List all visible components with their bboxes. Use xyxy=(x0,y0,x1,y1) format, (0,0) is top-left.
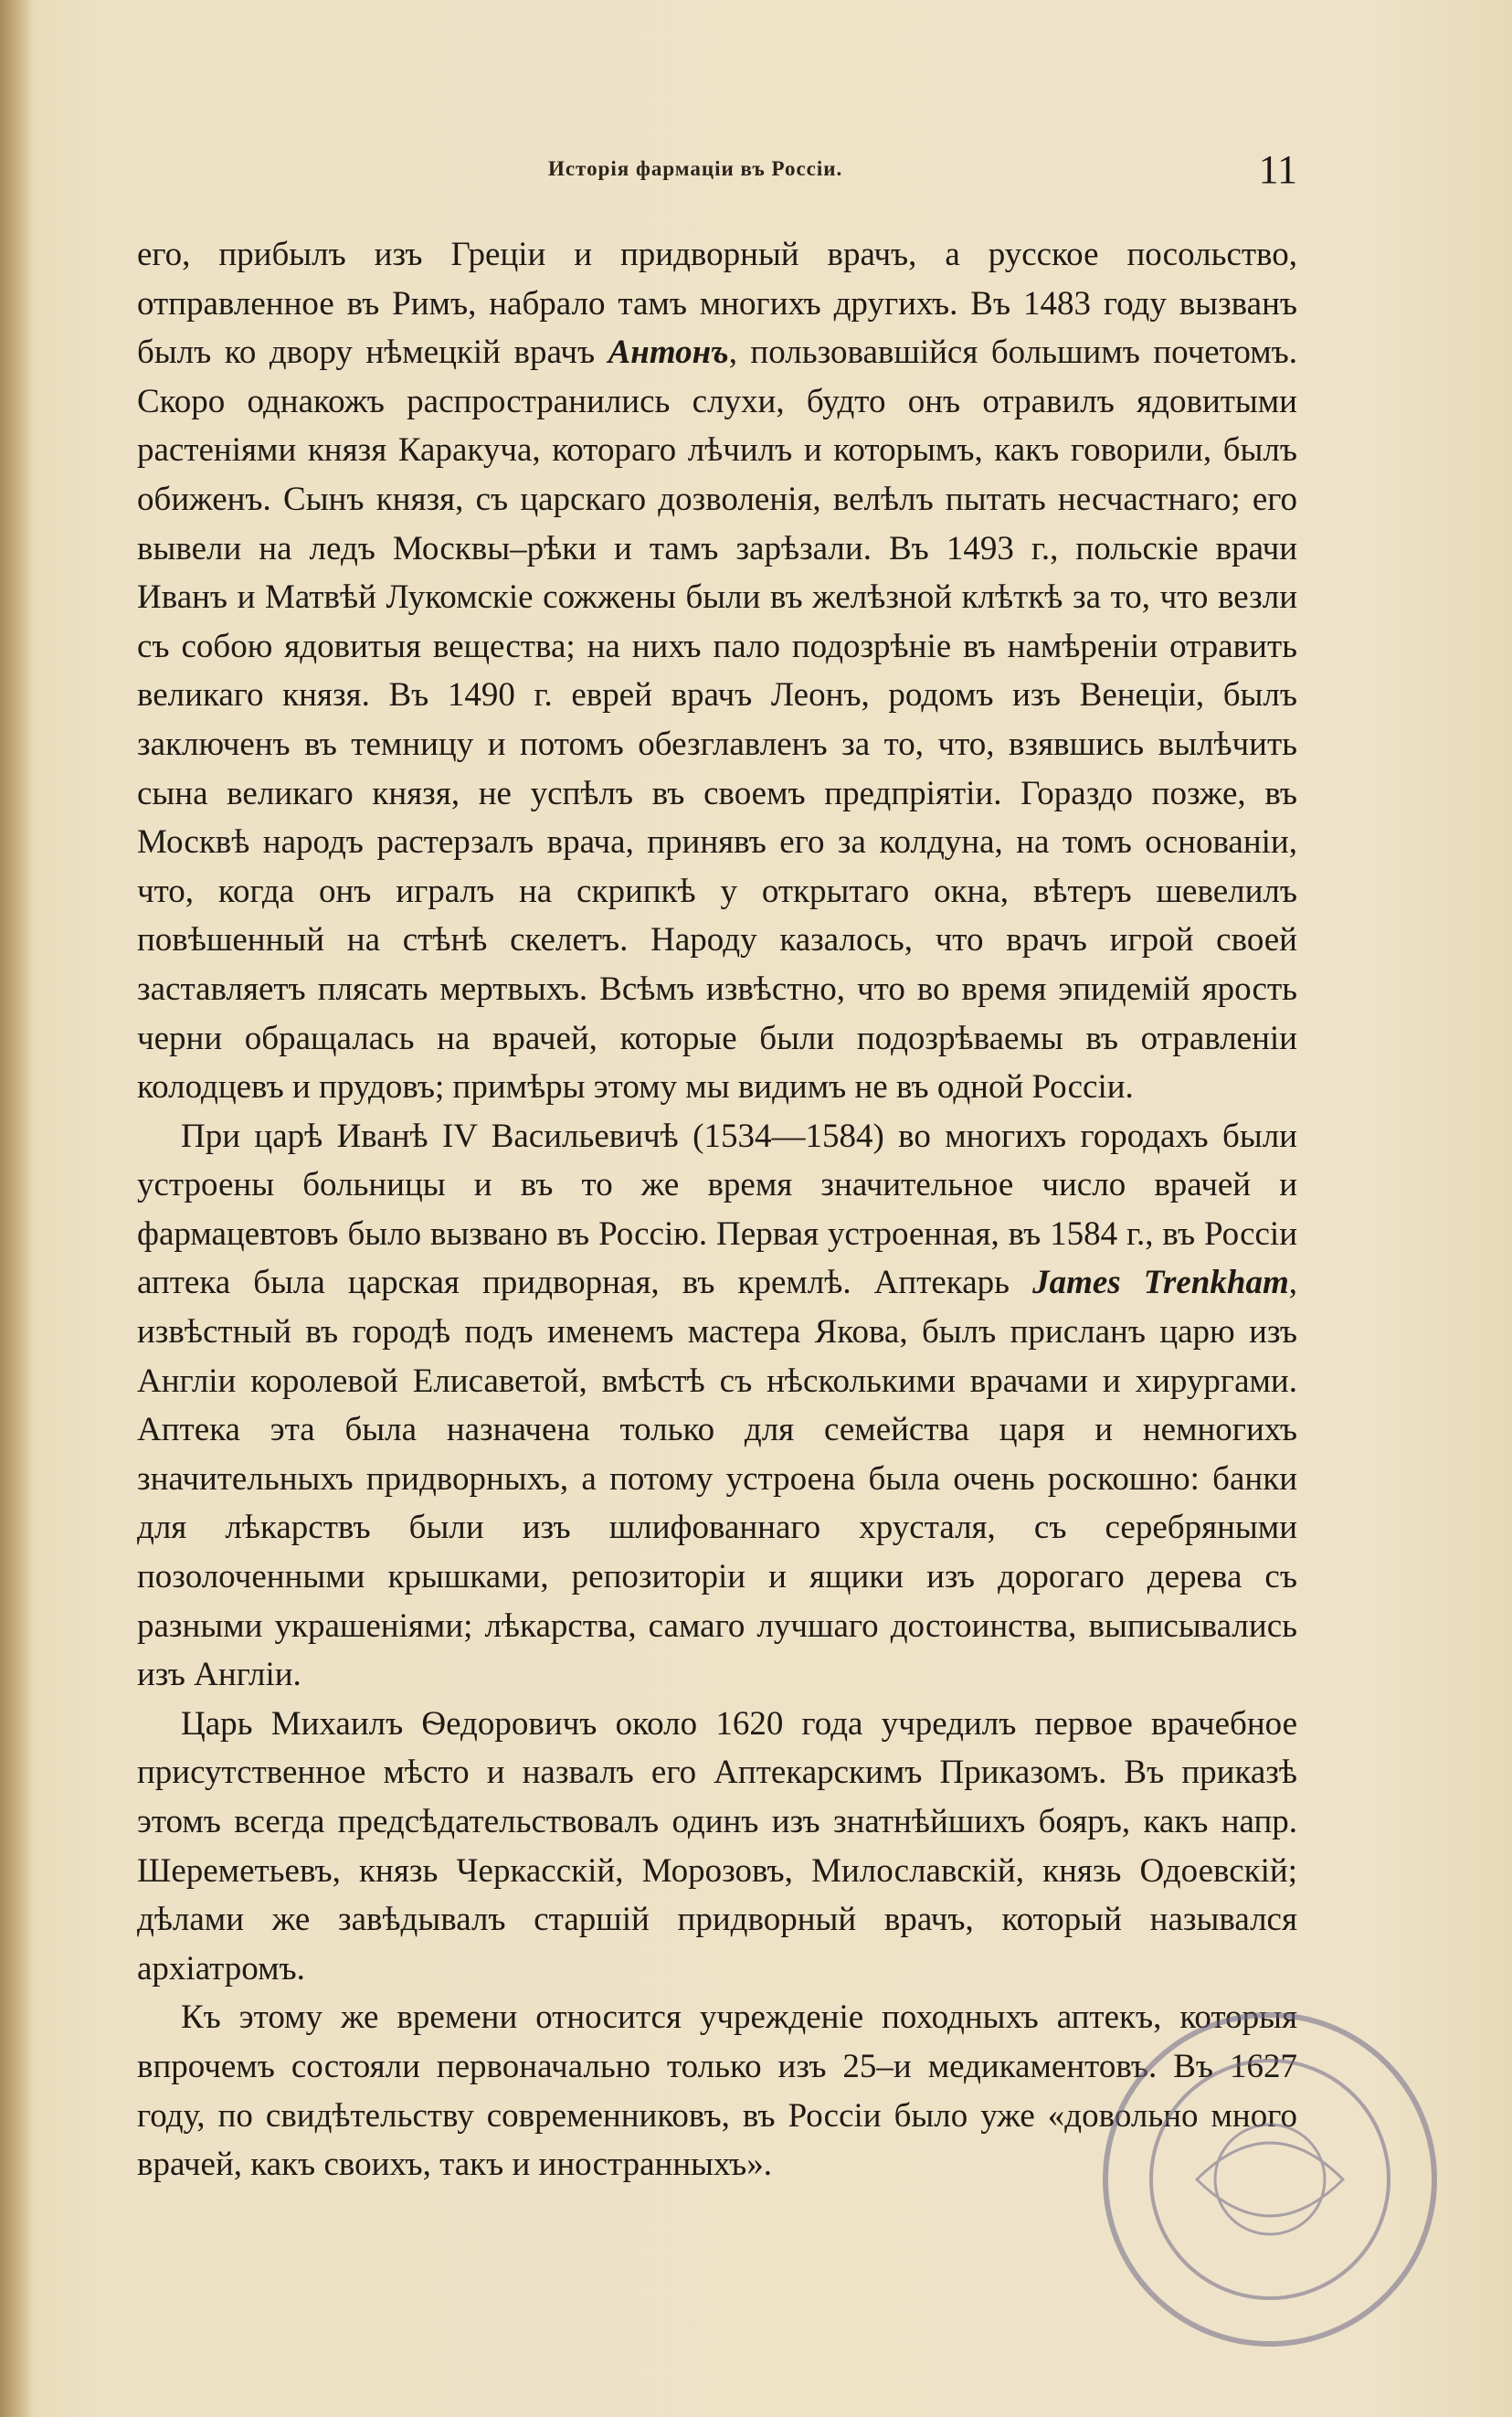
italic-name-anton: Антонъ xyxy=(608,334,729,372)
paragraph-3 xyxy=(137,1700,1297,1994)
body-text xyxy=(137,230,1297,2189)
library-seal-stamp-icon xyxy=(1087,1997,1453,2362)
paragraph-1-text-b: , пользовавшійся большимъ почетомъ. Скоро однакожъ распространились слухи, будто онъ отравилъ ядовитыми растеніями князя Каракуча, котораго лѣчилъ и которымъ, какъ говорили, былъ обиженъ. Сынъ князя, съ царскаго дозволенія, велѣлъ пытать несчастнаго; его вывели на ледъ Москвы–рѣки и тамъ зарѣзали. Въ 1493 г., польскіе врачи Иванъ и Матвѣй Лукомскіе сожжены были въ желѣзной клѣткѣ за то, что везли съ собою ядовитыя вещества; на нихъ пало подозрѣніе въ намѣреніи отравить великаго князя. Въ 1490 г. еврей врачъ Леонъ, родомъ изъ Венеціи, былъ заключенъ въ темницу и потомъ обезглавленъ за то, что, взявшись вылѣчить сына великаго князя, не успѣлъ въ своемъ предпріятіи. Гораздо позже, въ Москвѣ народъ растерзалъ врача, принявъ его за колдуна, на томъ основаніи, что, когда онъ игралъ на скрипкѣ у открытаго окна, вѣтеръ шевелилъ повѣшенный на стѣнѣ скелетъ. Народу казалось, что врачъ игрой своей заставляетъ плясать мертвыхъ. Всѣмъ извѣстно, что во время эпидемій ярость черни обращалась на врачей, которые были подозрѣваемы въ отравленіи колодцевъ и прудовъ; примѣры этому мы видимъ не въ одной Россіи. xyxy=(137,334,1297,1107)
paragraph-3-text: Царь Михаилъ Ѳедоровичъ около 1620 года учредилъ первое врачебное присутственное мѣсто и назвалъ его Аптекарскимъ Приказомъ. Въ приказѣ этомъ всегда предсѣдательствовалъ одинъ изъ знатнѣйшихъ бояръ, какъ напр. Шереметьевъ, князь Черкасскій, Морозовъ, Милославскій, князь Одоевскій; дѣлами же завѣдывалъ старшій придворный врачъ, который назывался архіатромъ. xyxy=(137,1704,1297,1988)
paragraph-2-text-b: , извѣстный въ городѣ подъ именемъ мастера Якова, былъ присланъ царю изъ Англіи королевой Елисаветой, вмѣстѣ съ нѣсколькими врачами и хирургами. Аптека эта была назначена только для семейства царя и немногихъ значительныхъ придворныхъ, а потому устроена была очень роскошно: банки для лѣкарствъ были изъ шлифованнаго хрусталя, съ серебряными позолоченными крышками, репозиторіи и ящики изъ дорогаго дерева съ разными украшеніями; лѣкарства, самаго лучшаго достоинства, выписывались изъ Англіи. xyxy=(137,1264,1297,1694)
paragraph-2 xyxy=(137,1112,1297,1700)
page-gutter-shadow xyxy=(0,0,33,2417)
paragraph-1-text-a: его, прибылъ изъ Греціи и придворный врачъ, а русское посольство, отправленное въ Римъ, набрало тамъ многихъ другихъ. Въ 1483 году вызванъ былъ ко двору нѣмецкій врачъ xyxy=(137,236,1297,372)
paragraph-4-text: Къ этому же времени относится учрежденіе походныхъ аптекъ, которыя впрочемъ состояли первоначально только изъ 25–и медикаментовъ. Въ 1627 году, по свидѣтельству современниковъ, въ Россіи было уже «довольно много врачей, какъ своихъ, такъ и иностранныхъ». xyxy=(137,1998,1297,2184)
running-title: Исторія фармаціи въ Россіи. xyxy=(548,157,843,180)
paragraph-2-text-a: При царѣ Иванѣ IV Васильевичѣ (1534—1584) во многихъ городахъ были устроены больницы и въ то же время значительное число врачей и фармацевтовъ было вызвано въ Россію. Первая устроенная, въ 1584 г., въ Россіи аптека была царская придворная, въ кремлѣ. Аптекарь xyxy=(137,1117,1297,1302)
page-number: 11 xyxy=(1258,147,1297,192)
italic-name-trenkham: James Trenkham xyxy=(1032,1264,1289,1302)
page-header xyxy=(137,146,1297,201)
paragraph-1 xyxy=(137,230,1297,1112)
